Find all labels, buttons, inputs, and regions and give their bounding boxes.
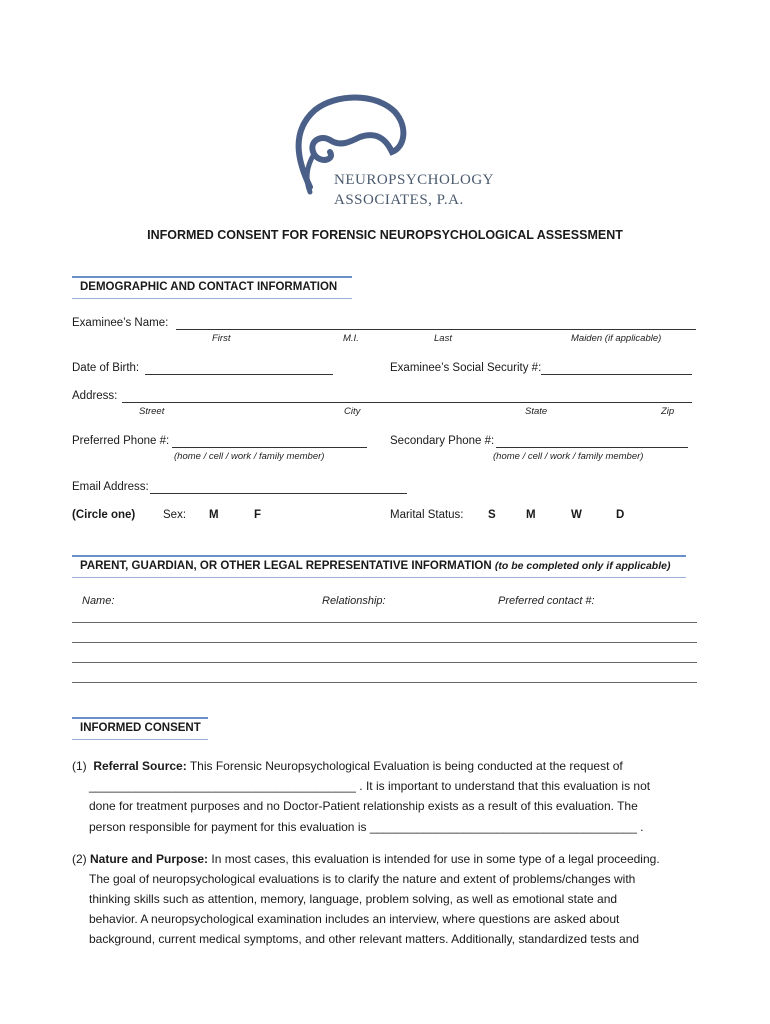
consent-item1-line1	[72, 756, 623, 776]
page-title: INFORMED CONSENT FOR FORENSIC NEUROPSYCHOLOGICAL ASSESSMENT	[147, 228, 623, 242]
consent-item2-line1	[72, 849, 660, 869]
examinee-name-field[interactable]	[176, 329, 696, 330]
consent-item1-line3: done for treatment purposes and no Doctor-Patient relationship exists as a result of this evaluation. The	[89, 799, 638, 813]
guardian-heading-text: PARENT, GUARDIAN, OR OTHER LEGAL REPRESENTATIVE INFORMATION	[80, 560, 492, 572]
section-bar-guardian-bottom	[72, 577, 686, 578]
marital-option-s[interactable]: S	[488, 509, 496, 521]
sex-option-m[interactable]: M	[209, 509, 219, 521]
examinee-name-label: Examinee’s Name:	[72, 317, 169, 329]
consent-item1-num: (1)	[72, 759, 87, 773]
dob-label: Date of Birth:	[72, 362, 140, 374]
section-bar-consent	[72, 717, 208, 719]
consent-item2-line2: The goal of neuropsychological evaluations is to clarify the nature and extent of problems/changes with	[89, 872, 636, 886]
email-label: Email Address:	[72, 481, 149, 493]
marital-option-w[interactable]: W	[571, 509, 582, 521]
secondary-phone-sub: (home / cell / work / family member)	[493, 451, 644, 462]
secondary-phone-field[interactable]	[496, 447, 688, 448]
guardian-row-1[interactable]	[72, 622, 697, 623]
demographic-heading: DEMOGRAPHIC AND CONTACT INFORMATION	[80, 281, 338, 293]
address-sub-city: City	[344, 406, 361, 417]
logo	[290, 92, 510, 212]
guardian-heading-note: (to be completed only if applicable)	[494, 560, 671, 572]
consent-item1-line4: person responsible for payment for this evaluation is ________________________________________ .	[89, 820, 644, 834]
guardian-col-relationship: Relationship:	[322, 595, 386, 607]
sex-option-f[interactable]: F	[254, 509, 262, 521]
dob-field[interactable]	[145, 374, 333, 375]
logo-line1: NEUROPSYCHOLOGY	[334, 172, 495, 188]
logo-line2: ASSOCIATES, P.A.	[334, 192, 464, 208]
guardian-col-contact: Preferred contact #:	[498, 595, 595, 607]
consent-item2-text1: In most cases, this evaluation is intended for use in some type of a legal proceeding.	[211, 852, 660, 866]
consent-item2-num: (2)	[72, 852, 87, 866]
consent-heading: INFORMED CONSENT	[80, 722, 201, 734]
address-sub-state: State	[525, 406, 548, 417]
address-sub-street: Street	[139, 406, 165, 417]
consent-item1-line2: ________________________________________ . It is important to understand that this evaluation is not	[89, 779, 651, 793]
name-sub-maiden: Maiden (if applicable)	[571, 333, 662, 344]
marital-option-d[interactable]: D	[616, 509, 625, 521]
consent-item1-text1: This Forensic Neuropsychological Evaluation is being conducted at the request of	[189, 759, 623, 773]
consent-item2-title: Nature and Purpose:	[90, 852, 209, 866]
preferred-phone-field[interactable]	[172, 447, 367, 448]
section-bar-demographic-bottom	[72, 298, 352, 299]
ssn-field[interactable]	[541, 374, 692, 375]
guardian-row-4[interactable]	[72, 682, 697, 683]
name-sub-first: First	[212, 333, 231, 344]
name-sub-last: Last	[434, 333, 452, 344]
consent-item2-line5: background, current medical symptoms, and other relevant matters. Additionally, standardized tests and	[89, 932, 640, 946]
address-field[interactable]	[122, 402, 692, 403]
section-bar-demographic	[72, 276, 352, 278]
ssn-label: Examinee’s Social Security #:	[390, 362, 542, 374]
guardian-row-3[interactable]	[72, 662, 697, 663]
guardian-heading	[80, 560, 670, 572]
section-bar-guardian	[72, 555, 686, 557]
marital-option-m[interactable]: M	[526, 509, 536, 521]
consent-item1-title: Referral Source:	[93, 759, 187, 773]
guardian-row-2[interactable]	[72, 642, 697, 643]
name-sub-mi: M.I.	[343, 333, 359, 344]
address-label: Address:	[72, 390, 118, 402]
email-field[interactable]	[150, 493, 407, 494]
preferred-phone-label: Preferred Phone #:	[72, 435, 170, 447]
circle-one-label: (Circle one)	[72, 509, 136, 521]
guardian-col-name: Name:	[82, 595, 115, 607]
section-bar-consent-bottom	[72, 739, 208, 740]
preferred-phone-sub: (home / cell / work / family member)	[174, 451, 325, 462]
consent-item2-line4: behavior. A neuropsychological examination includes an interview, where questions are asked about	[89, 912, 620, 926]
sex-label: Sex:	[163, 509, 187, 521]
consent-item2-line3: thinking skills such as attention, memory, language, problem solving, as well as emotional state and	[89, 892, 618, 906]
address-sub-zip: Zip	[661, 406, 675, 417]
secondary-phone-label: Secondary Phone #:	[390, 435, 495, 447]
marital-status-label: Marital Status:	[390, 509, 464, 521]
